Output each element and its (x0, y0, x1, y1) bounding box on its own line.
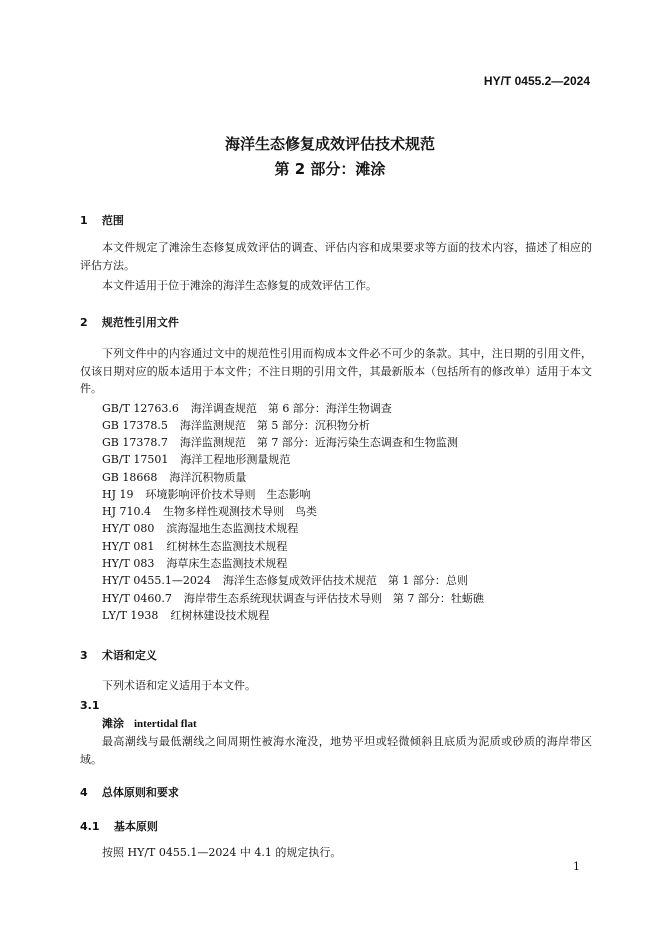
reference-title: 海岸带生态系统现状调查与评估技术导则 第 7 部分：牡蛎礁 (183, 592, 484, 605)
reference-code: GB 17378.5 (102, 419, 168, 432)
reference-item (102, 503, 317, 520)
reference-item (102, 590, 484, 607)
reference-title: 红树林建设技术规程 (170, 609, 270, 622)
section-number: 3 (80, 649, 88, 662)
section-2-heading (80, 315, 179, 331)
term-chinese: 滩涂 (102, 717, 124, 730)
reference-code: GB/T 12763.6 (102, 402, 179, 415)
reference-code: HJ 710.4 (102, 505, 151, 518)
reference-code: HY/T 0460.7 (102, 592, 172, 605)
section-3-intro: 下列术语和定义适用于本文件。 (102, 679, 256, 692)
section-3-heading (80, 648, 157, 664)
reference-code: GB/T 17501 (102, 453, 169, 466)
reference-item (102, 607, 269, 624)
section-2-intro: 下列文件中的内容通过文中的规范性引用而构成本文件必不可少的条款。其中，注日期的引用文件，仅该日期对应的版本适用于本文件；不注日期的引用文件，其最新版本（包括所有的修改单）适用于本文件。 (80, 347, 592, 396)
section-1-heading (80, 213, 124, 229)
reference-code: GB 18668 (102, 471, 158, 484)
reference-code: HY/T 080 (102, 522, 155, 535)
section-4-heading (80, 785, 179, 801)
document-title: 海洋生态修复成效评估技术规范 (224, 135, 435, 153)
title-block (0, 133, 660, 180)
page-number: 1 (573, 860, 580, 873)
document-subtitle: 第 2 部分：滩涂 (274, 160, 386, 178)
reference-title: 海洋监测规范 第 7 部分：近海污染生态调查和生物监测 (179, 436, 458, 449)
reference-item (102, 520, 298, 537)
section-number: 4 (80, 786, 88, 799)
section-number: 1 (80, 214, 88, 227)
section-title: 总体原则和要求 (101, 786, 179, 799)
reference-title: 海洋工程地形测量规范 (180, 453, 291, 466)
reference-title: 海洋监测规范 第 5 部分：沉积物分析 (179, 419, 370, 432)
reference-item (102, 417, 370, 434)
reference-title: 海草床生态监测技术规程 (166, 557, 288, 570)
reference-title: 环境影响评价技术导则 生态影响 (145, 488, 311, 501)
reference-code: HY/T 0455.1—2024 (102, 574, 211, 587)
reference-item (102, 400, 392, 417)
reference-title: 海洋沉积物质量 (169, 471, 247, 484)
section-title: 规范性引用文件 (101, 316, 179, 329)
reference-title: 红树林生态监测技术规程 (166, 540, 288, 553)
term-entry (102, 716, 197, 732)
section-1-paragraph-2: 本文件适用于位于滩涂的海洋生态修复的成效评估工作。 (102, 279, 377, 292)
reference-item (102, 486, 311, 503)
reference-item (102, 434, 458, 451)
standard-code: HY/T 0455.2—2024 (483, 74, 590, 88)
reference-item (102, 451, 290, 468)
reference-code: GB 17378.7 (102, 436, 168, 449)
term-english: intertidal flat (134, 718, 197, 730)
reference-title: 滨海湿地生态监测技术规程 (166, 522, 299, 535)
section-1-paragraph-1: 本文件规定了滩涂生态修复成效评估的调查、评估内容和成果要求等方面的技术内容，描述了相应的评估方法。 (80, 241, 592, 272)
reference-item (102, 538, 287, 555)
reference-title: 生物多样性观测技术导则 鸟类 (163, 505, 317, 518)
reference-item (102, 572, 468, 589)
reference-item (102, 555, 287, 572)
reference-code: HY/T 081 (102, 540, 155, 553)
reference-item (102, 469, 246, 486)
subsection-number: 4.1 (80, 820, 100, 833)
section-number: 2 (80, 316, 88, 329)
reference-title: 海洋调查规范 第 6 部分：海洋生物调查 (190, 402, 392, 415)
section-title: 范围 (101, 214, 124, 227)
reference-title: 海洋生态修复成效评估技术规范 第 1 部分：总则 (222, 574, 468, 587)
term-number: 3.1 (80, 699, 100, 712)
subsection-4-1-heading (80, 819, 158, 835)
section-title: 术语和定义 (101, 649, 157, 662)
reference-code: HJ 19 (102, 488, 134, 501)
reference-code: LY/T 1938 (102, 609, 159, 622)
subsection-4-1-text: 按照 HY/T 0455.1—2024 中 4.1 的规定执行。 (102, 846, 342, 859)
term-definition: 最高潮线与最低潮线之间周期性被海水淹没，地势平坦或轻微倾斜且底质为泥质或砂质的海岸带区域。 (80, 735, 592, 766)
subsection-title: 基本原则 (113, 820, 158, 833)
reference-code: HY/T 083 (102, 557, 155, 570)
